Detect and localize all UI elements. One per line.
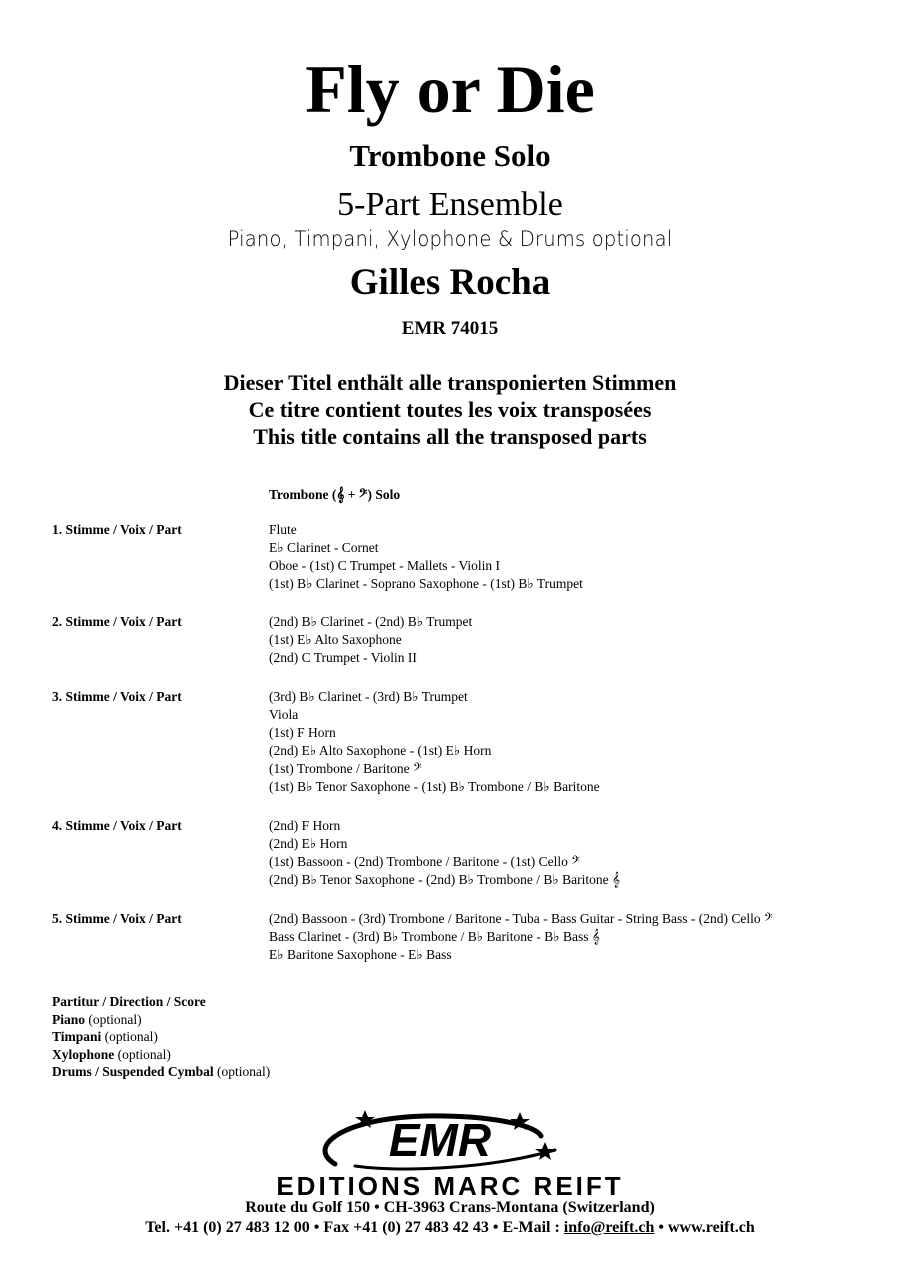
star-icon xyxy=(535,1142,555,1160)
list-item: (1st) E♭ Alto Saxophone xyxy=(269,632,402,647)
part-1-label: 1. Stimme / Voix / Part xyxy=(52,522,182,537)
part-5-instruments xyxy=(269,910,773,964)
catalog-number: EMR 74015 xyxy=(401,318,499,339)
part-2-label: 2. Stimme / Voix / Part xyxy=(52,614,182,629)
part-3-instruments xyxy=(269,688,600,796)
publisher-address: Route du Golf 150 • CH-3963 Crans-Montana (Switzerland) xyxy=(245,1199,655,1216)
part-1-instruments xyxy=(269,521,583,593)
composer-name: Gilles Rocha xyxy=(349,262,551,303)
score-label: Partitur / Direction / Score xyxy=(52,994,206,1009)
list-item: (1st) B♭ Tenor Saxophone - (1st) B♭ Trombone / B♭ Baritone xyxy=(269,779,600,794)
additional-parts xyxy=(52,993,270,1081)
publisher-name: EDITIONS MARC REIFT xyxy=(276,1171,624,1201)
emr-logo xyxy=(305,1106,565,1174)
transposition-note-de: Dieser Titel enthält alle transponierten Stimmen xyxy=(223,370,677,395)
list-item: (2nd) E♭ Horn xyxy=(269,836,348,851)
part-5-label: 5. Stimme / Voix / Part xyxy=(52,911,182,926)
optional-tag: (optional) xyxy=(217,1064,271,1079)
list-item: (1st) F Horn xyxy=(269,725,336,740)
part-4-label: 4. Stimme / Voix / Part xyxy=(52,818,182,833)
list-item: (2nd) E♭ Alto Saxophone - (1st) E♭ Horn xyxy=(269,743,492,758)
part-2-instruments xyxy=(269,613,472,667)
contact-website[interactable]: • www.reift.ch xyxy=(654,1219,755,1236)
optional-tag: (optional) xyxy=(88,1011,142,1027)
part-3-label: 3. Stimme / Voix / Part xyxy=(52,689,182,704)
list-item: (2nd) Bassoon - (3rd) Trombone / Baritone - Tuba - Bass Guitar - String Bass - (2nd) Cello 𝄢 xyxy=(269,911,773,926)
list-item: (1st) B♭ Clarinet - Soprano Saxophone - (1st) B♭ Trumpet xyxy=(269,576,583,591)
list-item: (1st) Bassoon - (2nd) Trombone / Baritone - (1st) Cello 𝄢 xyxy=(269,854,580,869)
piece-title: Fly or Die xyxy=(305,51,595,127)
list-item: Oboe - (1st) C Trumpet - Mallets - Violin I xyxy=(269,558,501,573)
list-item: Flute xyxy=(269,522,297,537)
contact-phone-fax: Tel. +41 (0) 27 483 12 00 • Fax +41 (0) 27 483 42 43 • E-Mail : xyxy=(145,1219,564,1236)
part-4-instruments xyxy=(269,817,620,889)
list-item: (1st) Trombone / Baritone 𝄢 xyxy=(269,761,422,776)
publisher-contact xyxy=(0,1218,900,1238)
solo-part-heading: Trombone (𝄞 + 𝄢) Solo xyxy=(269,487,401,502)
list-item: (2nd) F Horn xyxy=(269,818,341,833)
transposition-note-en: This title contains all the transposed parts xyxy=(253,424,647,449)
xylophone-label: Xylophone xyxy=(52,1046,115,1062)
drums-label: Drums / Suspended Cymbal xyxy=(52,1064,214,1079)
list-item: E♭ Clarinet - Cornet xyxy=(269,540,379,555)
optional-tag: (optional) xyxy=(117,1046,171,1062)
list-item: (3rd) B♭ Clarinet - (3rd) B♭ Trumpet xyxy=(269,689,468,704)
logo-text: EMR xyxy=(388,1114,492,1166)
list-item: (2nd) C Trumpet - Violin II xyxy=(269,650,417,665)
solo-subtitle: Trombone Solo xyxy=(349,138,551,173)
list-item: Viola xyxy=(269,707,299,722)
transposition-note-fr: Ce titre contient toutes les voix transposées xyxy=(248,397,652,422)
list-item: Bass Clarinet - (3rd) B♭ Trombone / B♭ Baritone - B♭ Bass 𝄞 xyxy=(269,929,600,944)
list-item: (2nd) B♭ Tenor Saxophone - (2nd) B♭ Trombone / B♭ Baritone 𝄞 xyxy=(269,872,620,887)
timpani-label: Timpani xyxy=(52,1029,102,1044)
list-item: (2nd) B♭ Clarinet - (2nd) B♭ Trumpet xyxy=(269,614,473,629)
optional-tag: (optional) xyxy=(104,1029,158,1044)
optional-instruments: Piano, Timpani, Xylophone & Drums optional xyxy=(227,227,673,251)
list-item: E♭ Baritone Saxophone - E♭ Bass xyxy=(269,947,452,962)
ensemble-line: 5-Part Ensemble xyxy=(337,186,563,223)
email-link[interactable]: info@reift.ch xyxy=(563,1219,655,1236)
piano-label: Piano xyxy=(52,1011,86,1027)
